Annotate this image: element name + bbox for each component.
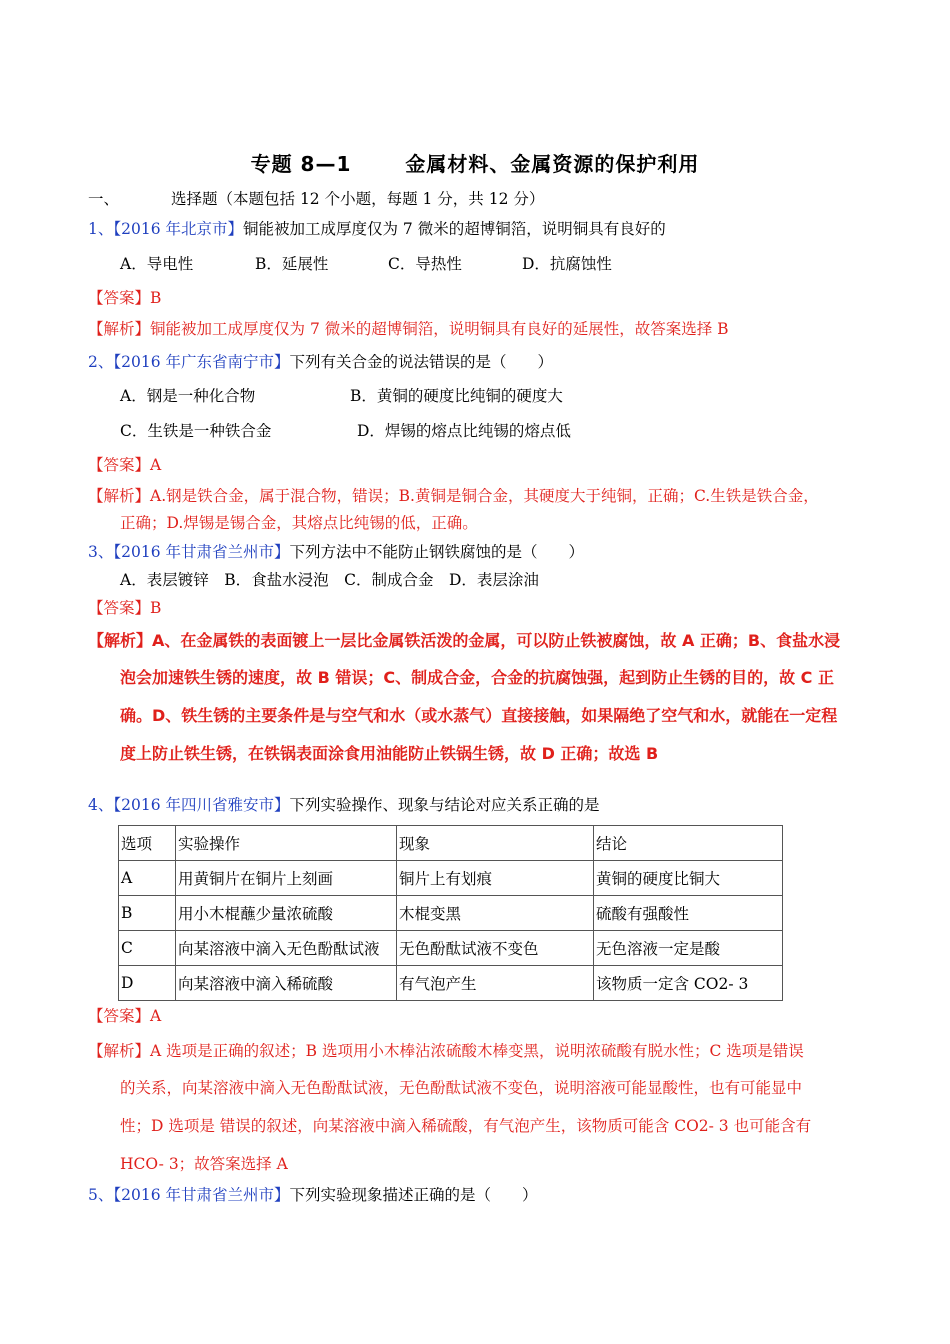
question-4-analysis-line-3: 性；D 选项是 错误的叙述，向某溶液中滴入稀硫酸，有气泡产生，该物质可能含 CO2- 3 也可能含有 <box>120 1117 812 1135</box>
question-4-analysis-line-2: 的关系，向某溶液中滴入无色酚酞试液，无色酚酞试液不变色，说明溶液可能显酸性，也有可能显中 <box>120 1079 803 1097</box>
question-2-stem: 2、【2016 年广东省南宁市】下列有关合金的说法错误的是（ ） <box>88 353 554 371</box>
question-1-answer: 【答案】B <box>88 289 162 307</box>
question-1-stem: 1、【2016 年北京市】铜能被加工成厚度仅为 7 微米的超博铜箔，说明铜具有良好的 <box>88 220 666 238</box>
table-cell: 该物质一定含 CO2- 3 <box>594 966 783 1001</box>
table-header-cell: 实验操作 <box>176 826 397 861</box>
question-5-stem: 5、【2016 年甘肃省兰州市】下列实验现象描述正确的是（ ） <box>88 1186 538 1204</box>
question-source: 【2016 年甘肃省兰州市】 <box>113 1186 290 1204</box>
question-1-option-a: A．导电性 <box>120 255 194 273</box>
table-row <box>119 931 783 966</box>
question-source: 【2016 年广东省南宁市】 <box>113 353 290 371</box>
table-cell: 黄铜的硬度比铜大 <box>594 861 783 896</box>
table-header-row <box>119 826 783 861</box>
experiment-table <box>118 825 783 1001</box>
table-cell: 无色溶液一定是酸 <box>594 931 783 966</box>
table-cell: 向某溶液中滴入稀硫酸 <box>176 966 397 1001</box>
table-row <box>119 896 783 931</box>
question-2-option-a: A．钢是一种化合物 <box>120 387 256 405</box>
table-row <box>119 966 783 1001</box>
table-cell: 硫酸有强酸性 <box>594 896 783 931</box>
question-2-option-d: D．焊锡的熔点比纯锡的熔点低 <box>357 422 571 440</box>
table-cell: D <box>119 966 176 1001</box>
question-source: 【2016 年甘肃省兰州市】 <box>113 543 290 561</box>
question-4-analysis-line-1: 【解析】A 选项是正确的叙述；B 选项用小木棒沾浓硫酸木棒变黑，说明浓硫酸有脱水性；C 选项是错误 <box>88 1042 804 1060</box>
table-cell: C <box>119 931 176 966</box>
table-header-cell: 结论 <box>594 826 783 861</box>
table-cell: 铜片上有划痕 <box>397 861 594 896</box>
question-3-analysis-line-2: 泡会加速铁生锈的速度，故 B 错误；C、制成合金，合金的抗腐蚀强，起到防止生锈的目的，故 C 正 <box>120 668 834 687</box>
table-cell: A <box>119 861 176 896</box>
question-4-analysis-line-4: HCO- 3；故答案选择 A <box>120 1155 288 1173</box>
table-cell: 用黄铜片在铜片上刻画 <box>176 861 397 896</box>
question-1-option-c: C．导热性 <box>388 255 462 273</box>
question-4-answer: 【答案】A <box>88 1007 162 1025</box>
page-title <box>0 148 950 177</box>
question-3-analysis-line-4: 度上防止铁生锈，在铁锅表面涂食用油能防止铁锅生锈，故 D 正确；故选 B <box>120 744 659 763</box>
question-2-option-c: C．生铁是一种铁合金 <box>120 422 272 440</box>
table-cell: 无色酚酞试液不变色 <box>397 931 594 966</box>
question-2-analysis-line-2: 正确；D.焊锡是锡合金，其熔点比纯锡的低，正确。 <box>120 514 478 532</box>
title-topic-number: 专题 8—1 <box>250 152 352 176</box>
question-3-options: A．表层镀锌 B．食盐水浸泡 C．制成合金 D．表层涂油 <box>120 571 539 589</box>
table-cell: 有气泡产生 <box>397 966 594 1001</box>
table-header-cell: 现象 <box>397 826 594 861</box>
question-1-option-d: D．抗腐蚀性 <box>522 255 612 273</box>
question-3-analysis-line-3: 确。D、铁生锈的主要条件是与空气和水（或水蒸气）直接接触，如果隔绝了空气和水，就能在一定程 <box>120 706 838 725</box>
table-row <box>119 861 783 896</box>
question-3-stem: 3、【2016 年甘肃省兰州市】下列方法中不能防止钢铁腐蚀的是（ ） <box>88 543 585 561</box>
question-1-analysis: 【解析】铜能被加工成厚度仅为 7 微米的超博铜箔，说明铜具有良好的延展性，故答案选择 B <box>88 320 729 338</box>
question-source: 【2016 年北京市】 <box>113 220 243 238</box>
title-topic-name: 金属材料、金属资源的保护利用 <box>405 152 700 176</box>
question-2-answer: 【答案】A <box>88 456 162 474</box>
question-source: 【2016 年四川省雅安市】 <box>113 796 290 814</box>
table-cell: 木棍变黑 <box>397 896 594 931</box>
question-2-analysis-line-1: 【解析】A.钢是铁合金，属于混合物，错误；B.黄铜是铜合金，其硬度大于纯铜，正确；C.生铁是铁合金， <box>88 487 819 505</box>
question-2-option-b: B．黄铜的硬度比纯铜的硬度大 <box>350 387 563 405</box>
section-heading: 一、 选择题（本题包括 12 个小题，每题 1 分，共 12 分） <box>88 190 545 208</box>
table-header-cell: 选项 <box>119 826 176 861</box>
table-cell: 用小木棍蘸少量浓硫酸 <box>176 896 397 931</box>
table-cell: 向某溶液中滴入无色酚酞试液 <box>176 931 397 966</box>
question-3-analysis-line-1: 【解析】A、在金属铁的表面镀上一层比金属铁活泼的金属，可以防止铁被腐蚀，故 A 正确；B、食盐水浸 <box>88 631 841 650</box>
question-1-option-b: B．延展性 <box>255 255 329 273</box>
table-cell: B <box>119 896 176 931</box>
question-3-answer: 【答案】B <box>88 599 162 617</box>
question-4-stem: 4、【2016 年四川省雅安市】下列实验操作、现象与结论对应关系正确的是 <box>88 796 600 814</box>
